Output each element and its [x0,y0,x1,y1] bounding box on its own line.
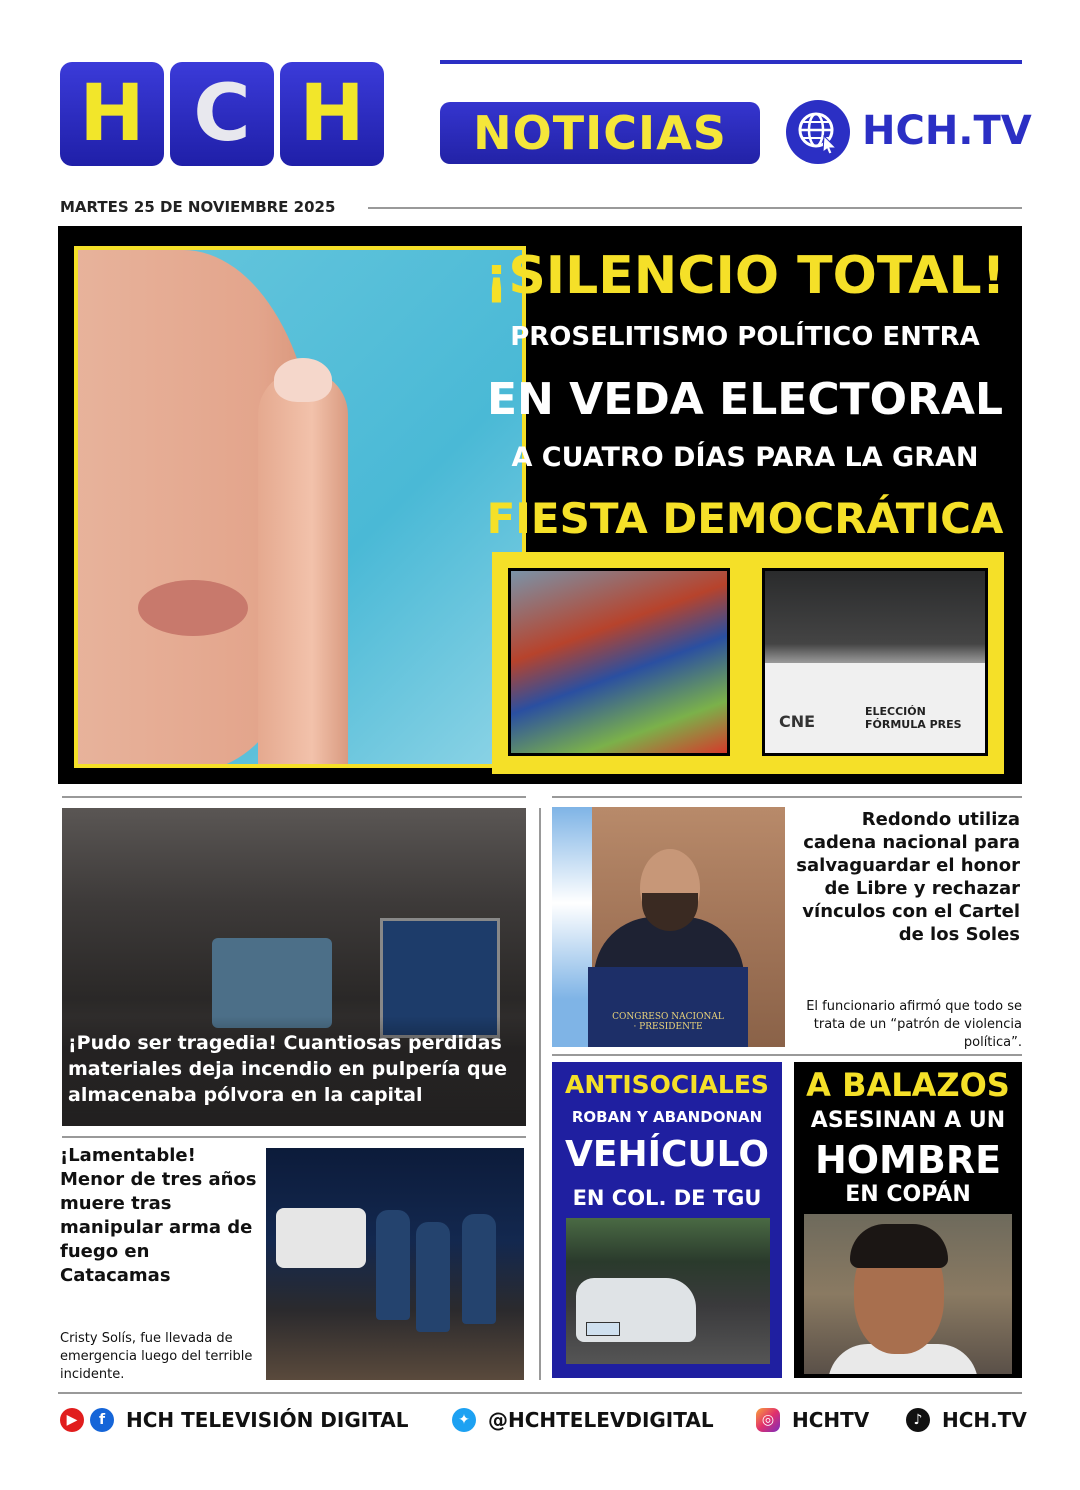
youtube-icon[interactable]: ▶ [60,1408,84,1432]
footer-social-hch[interactable] [60,1408,409,1432]
footer-label: @HCHTELEVDIGITAL [488,1408,714,1432]
hero-story[interactable] [58,226,1022,784]
globe-cursor-icon [796,110,840,154]
abandoned-car-photo [566,1218,770,1364]
lamentable-subtext: Cristy Solís, fue llevada de emergencia luego del terrible incidente. [60,1331,253,1382]
date-rule [368,207,1022,209]
officer-shape [376,1210,410,1320]
hero-headline-4: A CUATRO DÍAS PARA LA GRAN [511,442,979,473]
lamentable-headline[interactable]: ¡Lamentable! Menor de tres años muere tras manipular arma de fuego en Catacamas [60,1145,257,1286]
globe-icon[interactable] [786,100,850,164]
footer-label: HCH TELEVISIÓN DIGITAL [126,1408,409,1432]
victim-photo [804,1214,1012,1374]
silence-gesture-image [74,246,526,768]
copan-headline-1: A BALAZOS [806,1066,1010,1104]
plate-shape [586,1322,620,1336]
vehicle-headline-1: ANTISOCIALES [565,1070,769,1099]
honduras-flag-shape [552,807,592,1047]
officer-shape [416,1222,450,1332]
issue-date: MARTES 25 DE NOVIEMBRE 2025 [60,198,336,216]
section-rule-left [62,796,526,798]
hero-headline-1: ¡SILENCIO TOTAL! [484,246,1006,306]
fire-story[interactable] [62,808,526,1126]
section-rule-right-2 [552,1054,1022,1056]
footer-label: HCHTV [792,1408,870,1432]
logo-letter-c: C [170,62,274,166]
section-label: NOTICIAS [440,102,760,164]
police-scene-photo[interactable] [266,1148,524,1380]
footer-social-instagram[interactable] [756,1408,869,1432]
patrol-truck-shape [276,1208,366,1268]
nail-shape [274,358,332,402]
hero-thumbnails [492,552,1004,774]
vehicle-headline-2: ROBAN Y ABANDONAN [571,1108,763,1126]
twitter-icon[interactable]: ✦ [452,1408,476,1432]
header-rule [440,60,1022,64]
footer-label: HCH.TV [942,1408,1027,1432]
redondo-subtext: El funcionario afirmó que todo se trata de un “patrón de violencia política”. [806,999,1022,1050]
officer-shape [462,1214,496,1324]
hero-headline-2: PROSELITISMO POLÍTICO ENTRA [510,322,980,352]
instagram-icon[interactable]: ◎ [756,1408,780,1432]
section-rule-left-2 [62,1136,526,1138]
ballot-box-logo: CNE [779,712,816,731]
footer-social-tiktok[interactable] [906,1408,1027,1432]
section-rule-right [552,796,1022,798]
hero-headline-5: FIESTA DEMOCRÁTICA [486,494,1004,543]
footer-social-twitter[interactable] [452,1408,714,1432]
rally-photo [508,568,730,756]
ballot-photo [762,568,988,756]
logo-letter-h1: H [60,62,164,166]
logo-letter-h2: H [280,62,384,166]
copan-headline-4: EN COPÁN [845,1182,971,1207]
ballot-box-text: ELECCIÓN FÓRMULA PRES [865,705,962,731]
podium-text: CONGRESO NACIONAL · PRESIDENTE [612,1012,724,1032]
vehicle-headline-3: VEHÍCULO [565,1134,769,1175]
column-divider [539,808,541,1380]
tiktok-icon[interactable]: ♪ [906,1408,930,1432]
podium-shape [588,967,748,1047]
hero-headline-3: EN VEDA ELECTORAL [486,374,1004,425]
redondo-headline[interactable]: Redondo utiliza cadena nacional para salvaguardar el honor de Libre y rechazar vínculos con el Cartel de los Soles [796,809,1020,945]
footer-rule [58,1392,1022,1394]
copan-headline-3: HOMBRE [814,1138,1002,1182]
finger-shape [258,370,348,768]
hair-shape [850,1224,948,1268]
redondo-photo[interactable] [552,807,785,1047]
fire-story-caption: ¡Pudo ser tragedia! Cuantiosas perdidas materiales deja incendio en pulpería que almacenaba pólvora en la capital [62,1016,526,1126]
vehicle-story[interactable] [552,1062,782,1378]
copan-headline-2: ASESINAN A UN [810,1108,1006,1133]
facebook-icon[interactable]: f [90,1408,114,1432]
copan-story[interactable] [794,1062,1022,1378]
site-label[interactable]: HCH.TV [862,108,1032,154]
water-jugs-shape [212,938,332,1028]
vehicle-headline-4: EN COL. DE TGU [572,1186,762,1210]
lips-shape [138,580,248,636]
hch-logo[interactable] [60,62,384,166]
